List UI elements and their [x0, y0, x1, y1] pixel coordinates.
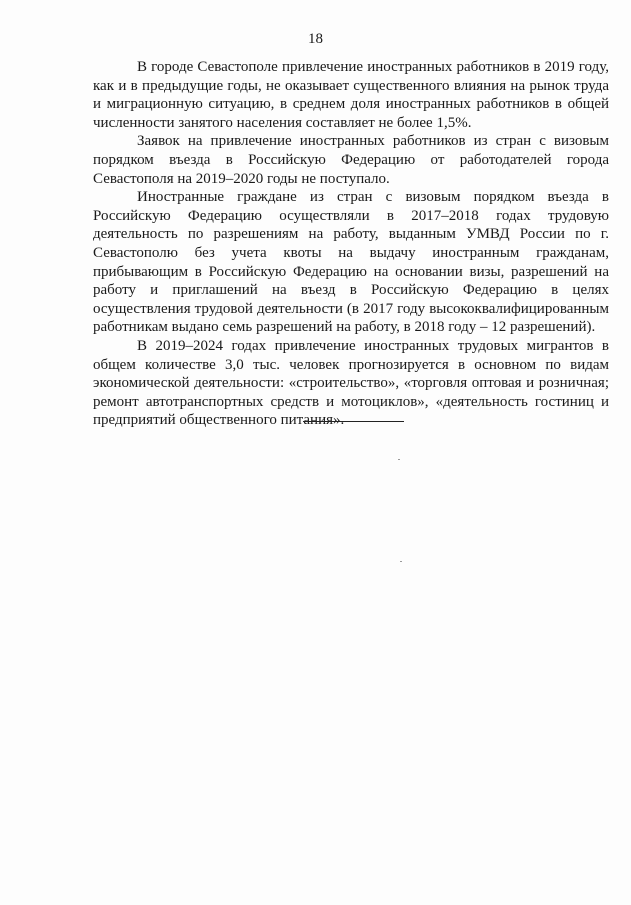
paragraph-foreign-workers-2019: В городе Севастополе привлечение иностранных работников в 2019 году, как и в предыдущие годы, не оказывает существенного влияния на рынок труда и миграционную ситуацию, в среднем доля иностранных работников в общей численности занятого населения составляет не более 1,5%.: [93, 59, 609, 131]
scan-speck: [398, 459, 400, 460]
paragraph-work-permits: Иностранные граждане из стран с визовым порядком въезда в Российскую Федерацию осуществляли в 2017–2018 годах трудовую деятельность по разрешениям на работу, выданным УМВД России по г. Севастополю без учета квоты на выдачу иностранным гражданам, прибывающим в Российскую Федерацию на основании визы, разрешений на работу и приглашений на въезд в Российскую Федерацию в целях осуществления трудовой деятельности (в 2017 году высококвалифицированным работникам выдано семь разрешений на работу, в 2018 году – 12 разрешений).: [93, 189, 609, 336]
document-body: [93, 58, 609, 430]
page-number: 18: [308, 31, 323, 47]
paragraph-visa-applications: Заявок на привлечение иностранных работников из стран с визовым порядком въезда в Российскую Федерацию от работодателей города Севастополя на 2019–2020 годы не поступало.: [93, 133, 609, 187]
end-separator-line: [303, 421, 404, 422]
scan-speck: [400, 561, 402, 562]
paragraph-forecast-2019-2024: В 2019–2024 годах привлечение иностранных трудовых мигрантов в общем количестве 3,0 тыс. человек прогнозируется в основном по видам экономической деятельности: «строительство», «торговля оптовая и розничная; ремонт автотранспортных средств и мотоциклов», «деятельность гостиниц и предприятий общественного питания».: [93, 337, 609, 429]
